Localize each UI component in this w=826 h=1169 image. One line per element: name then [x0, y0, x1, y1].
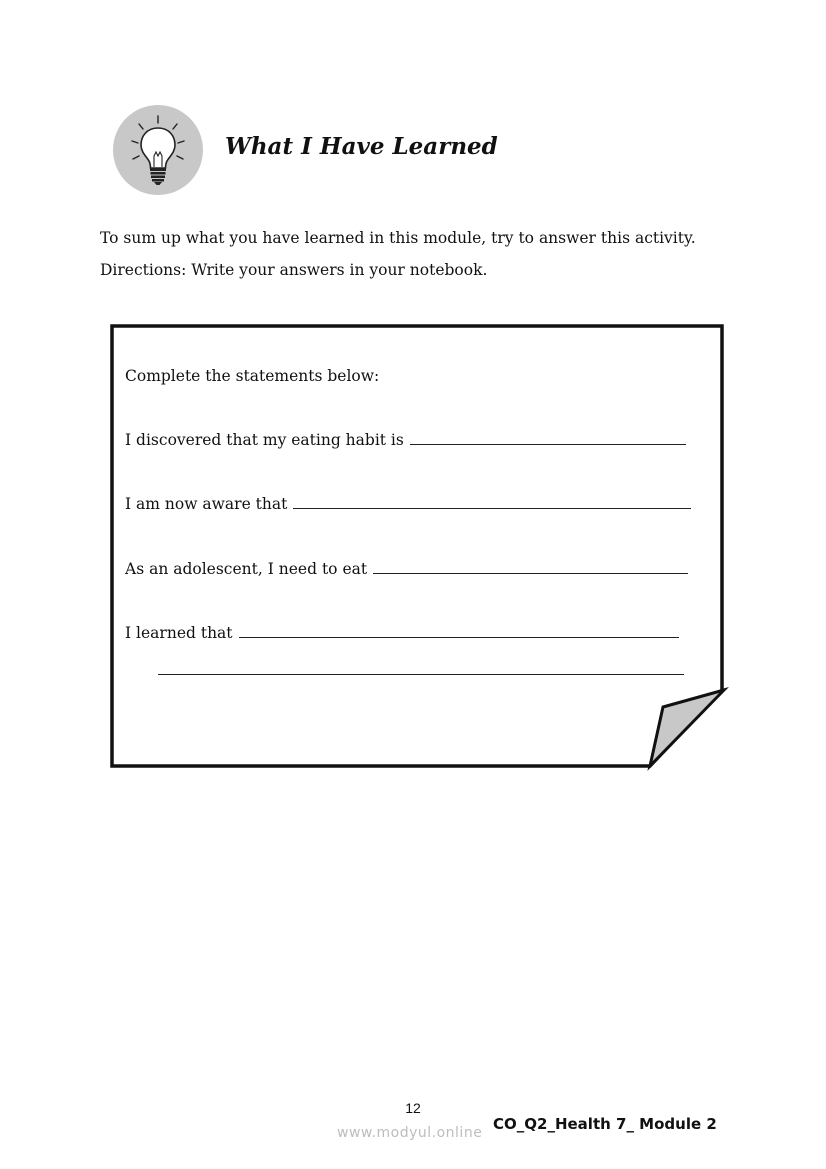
- statement-3: As an adolescent, I need to eat: [125, 560, 688, 578]
- watermark: www.modyul.online: [337, 1125, 483, 1141]
- answer-blank: [373, 572, 688, 574]
- module-code: CO_Q2_Health 7_ Module 2: [493, 1115, 717, 1133]
- section-title: What I Have Learned: [225, 133, 498, 160]
- lightbulb-icon: [112, 104, 204, 196]
- activity-instruction: Complete the statements below:: [125, 367, 380, 385]
- statement-2: I am now aware that: [125, 495, 691, 513]
- answer-blank: [410, 443, 686, 445]
- answer-blank-continued: [158, 674, 684, 675]
- answer-blank: [293, 507, 691, 509]
- statement-1: I discovered that my eating habit is: [125, 431, 686, 449]
- answer-blank: [239, 636, 679, 638]
- activity-card: [108, 322, 732, 772]
- intro-text: To sum up what you have learned in this module, try to answer this activity.: [100, 229, 696, 247]
- statement-4: I learned that: [125, 624, 679, 642]
- directions-text: Directions: Write your answers in your notebook.: [100, 261, 488, 279]
- page-number: 12: [405, 1100, 421, 1116]
